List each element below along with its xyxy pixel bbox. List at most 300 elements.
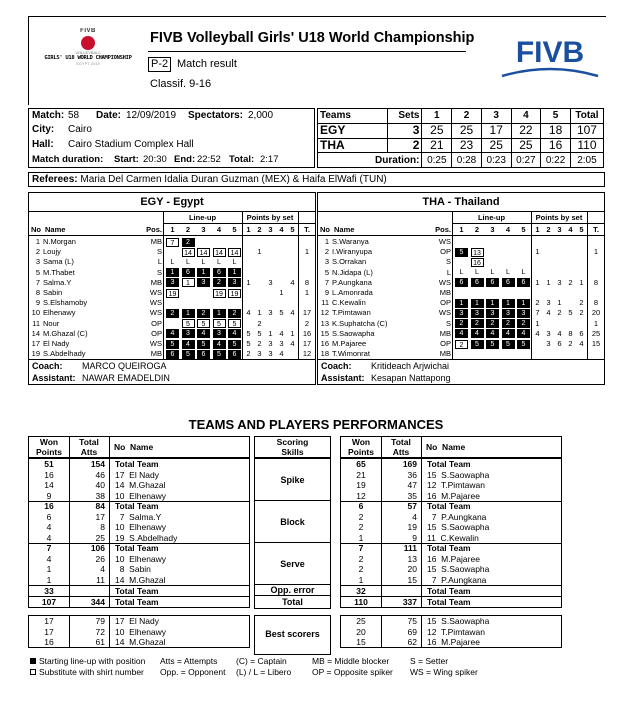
legend-text: (L) / L = Libero <box>236 667 292 677</box>
player-name: Total Team <box>427 585 471 596</box>
player-total-points: 8 <box>593 298 599 308</box>
pos-header: Pos. <box>146 225 162 234</box>
player-number: 2 <box>324 247 329 257</box>
player-number: 9 <box>324 288 329 297</box>
set-points: 2 <box>257 318 262 328</box>
set-points: 3 <box>546 339 551 348</box>
won-points: 19 <box>356 480 366 490</box>
player-name: Elhenawy <box>43 308 76 318</box>
substitute-cell: 2 <box>455 340 468 349</box>
player-number: 5 <box>324 267 329 277</box>
best-scorers-label-box <box>254 615 331 655</box>
player-total-points: 17 <box>302 308 312 318</box>
set-score: 22 <box>511 123 541 138</box>
points-set-header: 4 <box>279 225 284 234</box>
player-number: 7 <box>35 277 40 287</box>
total-attempts: 19 <box>407 522 417 532</box>
starting-position-cell: 6 <box>486 278 499 287</box>
libero-cell: L <box>521 269 526 277</box>
match-info-box <box>28 108 315 168</box>
set-points: 1 <box>268 328 273 338</box>
won-points: 9 <box>46 490 52 501</box>
player-position: S <box>445 257 451 267</box>
starting-position-cell: 6 <box>166 350 179 359</box>
coach-box <box>29 359 315 387</box>
player-number: 12 <box>320 308 329 318</box>
lineup-set-header: 1 <box>170 225 175 234</box>
lineup-set-header: 3 <box>490 225 495 234</box>
starting-position-cell: 2 <box>197 309 210 318</box>
atts-label: Atts <box>80 447 98 457</box>
set-points: 2 <box>257 339 262 348</box>
starting-position-cell: 6 <box>455 278 468 287</box>
player-name: Sama (L) <box>43 257 74 267</box>
points-header: Points by set <box>246 213 294 222</box>
skill-cell <box>254 458 331 501</box>
lineup-set-header: 1 <box>459 225 464 234</box>
best-scorer-row <box>341 627 561 638</box>
player-name: 10 Elhenawy <box>115 490 167 501</box>
libero-cell: L <box>201 258 206 266</box>
starting-position-cell: 3 <box>502 309 515 318</box>
player-position: MB <box>439 328 451 338</box>
won-points: 4 <box>46 532 52 543</box>
points-label: Points <box>36 447 62 457</box>
team-total-row <box>29 543 249 554</box>
total-score: 110 <box>570 138 603 153</box>
won-points: 4 <box>46 553 52 564</box>
header-set-2: 2 <box>452 109 482 124</box>
player-name: S.Orrakan <box>332 257 367 267</box>
player-name: Total Team <box>115 596 159 607</box>
total-attempts: 26 <box>95 553 105 564</box>
total-attempts: 57 <box>407 501 417 511</box>
best-scorers-egy <box>28 615 250 648</box>
team-total-row <box>341 543 561 554</box>
player-name: L.Amonrada <box>332 288 373 297</box>
won-points: 107 <box>41 596 57 607</box>
set-score: 17 <box>481 123 511 138</box>
set-points: 1 <box>557 298 562 308</box>
player-name: N.Morgan <box>43 237 76 246</box>
player-row <box>29 298 315 308</box>
player-name: S.Waranya <box>332 237 369 246</box>
set-duration: 0:22 <box>541 153 571 168</box>
starting-position-cell: 4 <box>471 329 484 338</box>
empty-square-icon <box>30 669 36 675</box>
referees-label: Referees: <box>32 174 78 185</box>
match-code-badge: P-2 <box>148 57 171 72</box>
city-label: City: <box>32 124 55 135</box>
won-points: 32 <box>356 585 366 596</box>
skills-label: Skills <box>281 447 304 457</box>
player-name: P.Aungkana <box>332 277 372 287</box>
player-name: C.Kewalin <box>332 298 366 308</box>
starting-position-cell: 5 <box>517 340 530 349</box>
starting-position-cell: 2 <box>166 309 179 318</box>
starting-position-cell: 2 <box>502 319 515 328</box>
starting-position-cell: 1 <box>166 268 179 277</box>
starting-position-cell: 2 <box>455 319 468 328</box>
lineup-set-header: 5 <box>232 225 237 234</box>
player-position: MB <box>150 277 162 287</box>
player-name: T.Wimonrat <box>332 349 370 359</box>
team-code: THA <box>318 138 388 153</box>
fivb-logo-swoosh <box>502 69 598 76</box>
starting-position-cell: 6 <box>471 278 484 287</box>
player-name: 17 El Nady <box>115 616 159 626</box>
header-teams: Teams <box>318 109 388 124</box>
starting-position-cell: 1 <box>197 268 210 277</box>
duration-label: Duration: <box>318 153 422 168</box>
total-attempts: 9 <box>412 532 417 543</box>
player-number: 2 <box>35 247 40 257</box>
total-attempts: 111 <box>403 543 417 553</box>
performance-title: TEAMS AND PLAYERS PERFORMANCES <box>188 417 444 432</box>
best-scorer-row <box>29 627 249 638</box>
total-attempts: 11 <box>96 574 105 585</box>
player-name: T.Pimtawan <box>332 308 371 318</box>
performance-header-tha <box>340 436 562 458</box>
player-name: I.Wiranyupa <box>332 247 373 257</box>
won-points: 2 <box>358 511 364 522</box>
player-row <box>318 268 604 278</box>
team-total-row <box>341 459 561 470</box>
player-total-points: 15 <box>591 339 601 348</box>
total-attempts: 4 <box>412 511 417 522</box>
hall-label: Hall: <box>32 139 54 150</box>
set-score: 23 <box>452 138 482 153</box>
starting-position-cell: 5 <box>471 340 484 349</box>
event-logo <box>30 28 146 92</box>
won-points: 14 <box>44 480 54 490</box>
player-position: OP <box>151 328 162 338</box>
player-name: 8 Sabin <box>115 564 151 574</box>
substitute-cell: 5 <box>197 319 210 328</box>
starting-position-cell: 5 <box>166 340 179 349</box>
player-row <box>29 339 315 349</box>
player-name: M.Thabet <box>43 267 75 277</box>
player-name: 10 Elhenawy <box>115 553 167 564</box>
legend-text: MB = Middle blocker <box>312 656 390 666</box>
player-total-points: 8 <box>593 277 599 287</box>
set-duration: 0:28 <box>452 153 482 168</box>
player-position: MB <box>439 288 451 297</box>
player-number: 9 <box>35 298 40 308</box>
total-attempts: 154 <box>90 459 105 469</box>
player-position: WS <box>438 277 451 287</box>
header-set-3: 3 <box>481 109 511 124</box>
team-total-row <box>29 597 249 608</box>
total-attempts: 36 <box>407 469 417 480</box>
set-points: 4 <box>279 328 284 338</box>
page-title: FIVB Volleyball Girls' U18 World Championship <box>150 30 475 46</box>
player-total-points: 2 <box>304 318 310 328</box>
player-number: 13 <box>320 318 329 328</box>
starting-position-cell: 2 <box>486 319 499 328</box>
starting-position-cell: 3 <box>517 309 530 318</box>
won-points: 1 <box>358 574 364 585</box>
set-score: 25 <box>452 123 482 138</box>
starting-position-cell: 5 <box>502 340 515 349</box>
player-number: 11 <box>321 298 329 308</box>
player-position: OP <box>151 318 162 328</box>
legend-item <box>30 667 144 678</box>
team-total-row <box>29 459 249 470</box>
set-points: 5 <box>257 328 262 338</box>
player-row <box>29 257 315 267</box>
set-points: 6 <box>557 339 562 348</box>
total-duration: 2:17 <box>260 154 279 165</box>
libero-cell: L <box>475 269 479 277</box>
points-set-header: 5 <box>579 225 584 234</box>
legend-item <box>312 667 393 678</box>
classification: Classif. 9-16 <box>150 78 212 90</box>
player-position: L <box>446 267 451 277</box>
set-points: 3 <box>546 328 551 338</box>
set-score: 21 <box>422 138 452 153</box>
player-position: MB <box>439 349 451 359</box>
starting-position-cell: 1 <box>471 299 484 308</box>
starting-position-cell: 3 <box>197 278 210 287</box>
header-total: Total <box>570 109 603 124</box>
total-attempts: 17 <box>95 511 105 522</box>
no-name-header: No Name <box>114 442 154 452</box>
skill-label: Total <box>282 597 303 607</box>
libero-cell: L <box>459 269 464 277</box>
player-row <box>29 237 315 247</box>
starting-position-cell: 6 <box>228 350 241 359</box>
total-attempts: 46 <box>95 469 105 480</box>
referees-value: Maria Del Carmen Idalia Duran Guzman (MEX) & Haifa ElWafi (TUN) <box>80 174 387 185</box>
libero-cell: L <box>506 269 510 277</box>
set-points: 3 <box>279 339 284 348</box>
player-name: 10 Elhenawy <box>115 522 167 532</box>
name-header: Name <box>45 225 66 234</box>
points-set-header: 4 <box>568 225 573 234</box>
substitute-cell: 14 <box>182 248 195 257</box>
best-scorers-label: Best scorers <box>265 629 320 639</box>
player-name: 12 T.Pimtawan <box>427 626 485 637</box>
player-position: OP <box>440 247 451 257</box>
set-points: 4 <box>290 339 295 348</box>
starting-position-cell: 4 <box>517 329 530 338</box>
player-row <box>318 288 604 298</box>
scoring-label: Scoring <box>276 437 309 447</box>
starting-position-cell: 5 <box>213 350 226 359</box>
lineup-set-header: 5 <box>521 225 526 234</box>
points-set-header: 1 <box>535 225 540 234</box>
points-set-header: 2 <box>257 225 262 234</box>
won-points: 4 <box>46 522 52 532</box>
header-divider <box>163 223 315 224</box>
assistant-row <box>321 373 451 383</box>
set-points: 2 <box>568 339 573 348</box>
no-header: No <box>320 225 330 234</box>
player-total-points: 1 <box>593 318 599 328</box>
coach-row <box>32 361 167 371</box>
won-points: 110 <box>354 596 368 607</box>
player-stat-row <box>341 575 561 586</box>
player-position: WS <box>149 308 162 318</box>
best-scorers-tha <box>340 615 562 648</box>
player-number: 5 <box>35 267 40 277</box>
player-position: MB <box>150 237 162 246</box>
player-name: Nour <box>43 318 60 328</box>
player-stat-row <box>341 533 561 544</box>
total-attempts: 40 <box>95 480 105 490</box>
starting-position-cell: 4 <box>502 329 515 338</box>
substitute-cell: 5 <box>228 319 241 328</box>
set-points: 1 <box>257 308 262 318</box>
sets-won: 2 <box>388 138 422 153</box>
total-attempts: 47 <box>407 480 417 490</box>
player-name: 10 Elhenawy <box>115 626 167 637</box>
skill-label: Opp. error <box>270 585 315 595</box>
best-scorer-row <box>341 616 561 627</box>
starting-position-cell: 2 <box>471 319 484 328</box>
set-points: 3 <box>546 298 551 308</box>
libero-cell: L <box>232 258 237 266</box>
fivb-logo <box>500 28 600 84</box>
set-scores-table <box>317 108 604 168</box>
starting-position-cell: 3 <box>228 278 241 287</box>
player-name: El Nady <box>43 339 70 348</box>
total-atts-header <box>381 437 421 457</box>
assistant-label: Assistant: <box>32 373 76 383</box>
legend-item <box>236 667 291 678</box>
event-logo-location: EGYPT 2019 <box>76 61 100 66</box>
player-name: Total Team <box>427 501 471 511</box>
skill-label: Spike <box>280 474 305 485</box>
team-score-row <box>318 138 604 153</box>
set-points: 1 <box>257 247 262 257</box>
player-row <box>318 329 604 339</box>
player-stat-row <box>29 480 249 491</box>
scoring-skills-header <box>254 436 331 458</box>
match-result-label: Match result <box>177 58 237 70</box>
skill-cell <box>254 500 331 543</box>
player-position: WS <box>149 339 162 348</box>
starting-position-cell: 6 <box>502 278 515 287</box>
team-total-row <box>29 501 249 512</box>
total-duration-label: Total: <box>229 154 255 165</box>
substitute-cell: 14 <box>228 248 241 257</box>
col-divider <box>421 437 422 457</box>
total-attempts: 62 <box>407 637 417 647</box>
header-set-1: 1 <box>422 109 452 124</box>
player-name: S.Elshamoby <box>43 298 88 308</box>
player-name: Total Team <box>427 543 471 553</box>
total-attempts: 61 <box>95 637 105 647</box>
substitute-cell: 19 <box>166 289 179 298</box>
won-points: 7 <box>46 543 52 553</box>
player-stat-row <box>29 533 249 544</box>
won-label: Won <box>39 437 59 447</box>
total-atts-header <box>69 437 109 457</box>
lineup-set-header: 4 <box>216 225 222 234</box>
header-divider <box>452 223 604 224</box>
player-name: 17 El Nady <box>115 469 159 480</box>
player-number: 3 <box>324 257 329 267</box>
set-points: 3 <box>268 339 273 348</box>
player-row <box>318 247 604 257</box>
starting-position-cell: 3 <box>455 309 468 318</box>
legend-text: (C) = Captain <box>236 656 287 666</box>
starting-position-cell: 6 <box>182 268 195 277</box>
set-points: 2 <box>246 349 251 359</box>
libero-cell: L <box>186 258 190 266</box>
set-duration: 0:27 <box>511 153 541 168</box>
points-set-header: 1 <box>246 225 251 234</box>
player-name: 14 M.Ghazal <box>115 574 166 585</box>
player-stat-row <box>341 480 561 491</box>
player-name: S.Saowapha <box>332 328 375 338</box>
set-points: 4 <box>279 349 284 359</box>
player-stat-row <box>29 512 249 523</box>
performance-header-egy <box>28 436 250 458</box>
player-row <box>318 278 604 288</box>
player-position: S <box>445 318 451 328</box>
starting-position-cell: 4 <box>486 329 499 338</box>
city-value: Cairo <box>68 124 92 135</box>
legend-item <box>236 656 287 667</box>
starting-position-cell: 1 <box>486 299 499 308</box>
legend-item <box>160 656 217 667</box>
legend-text: OP = Opposite spiker <box>312 667 393 677</box>
event-logo-fivb: FIVB <box>80 28 96 34</box>
match-number: 58 <box>68 110 80 121</box>
header-set-5: 5 <box>541 109 571 124</box>
player-row <box>318 339 604 349</box>
match-info-row-3 <box>32 138 312 152</box>
points-set-header: 3 <box>557 225 562 234</box>
player-number: 10 <box>31 308 40 318</box>
coach-label: Coach: <box>32 361 63 371</box>
set-points: 1 <box>579 277 584 287</box>
set-points: 5 <box>246 339 251 348</box>
player-name: K.Suphatcha (C) <box>332 318 388 328</box>
starting-position-cell: 2 <box>213 278 226 287</box>
player-name: Sabin <box>43 288 63 297</box>
header-divider <box>318 235 604 236</box>
player-name: Salma.Y <box>43 277 72 287</box>
player-name: Total Team <box>115 585 159 596</box>
player-total-points: 16 <box>302 328 312 338</box>
filled-square-icon <box>30 658 36 664</box>
starting-position-cell: 4 <box>213 340 226 349</box>
won-points: 21 <box>356 469 366 480</box>
player-number: 16 <box>320 339 329 348</box>
legend-text: S = Setter <box>410 656 449 666</box>
coach-name: Kritideach Arjwichai <box>371 361 450 371</box>
won-points: 12 <box>356 490 366 501</box>
starting-position-cell: 4 <box>166 329 179 338</box>
total-label: Total <box>79 437 99 447</box>
total-attempts: 4 <box>100 564 105 574</box>
player-stat-row <box>341 491 561 502</box>
player-position: WS <box>438 308 451 318</box>
start-label: Start: <box>114 154 139 165</box>
starting-position-cell: 4 <box>228 329 241 338</box>
player-row <box>29 319 315 329</box>
total-attempts: 337 <box>402 596 417 607</box>
player-name: 16 M.Pajaree <box>427 553 480 564</box>
total-attempts: 69 <box>407 626 417 637</box>
won-label: Won <box>351 437 371 447</box>
starting-position-cell: 6 <box>197 350 210 359</box>
date-label: Date: <box>96 110 122 121</box>
